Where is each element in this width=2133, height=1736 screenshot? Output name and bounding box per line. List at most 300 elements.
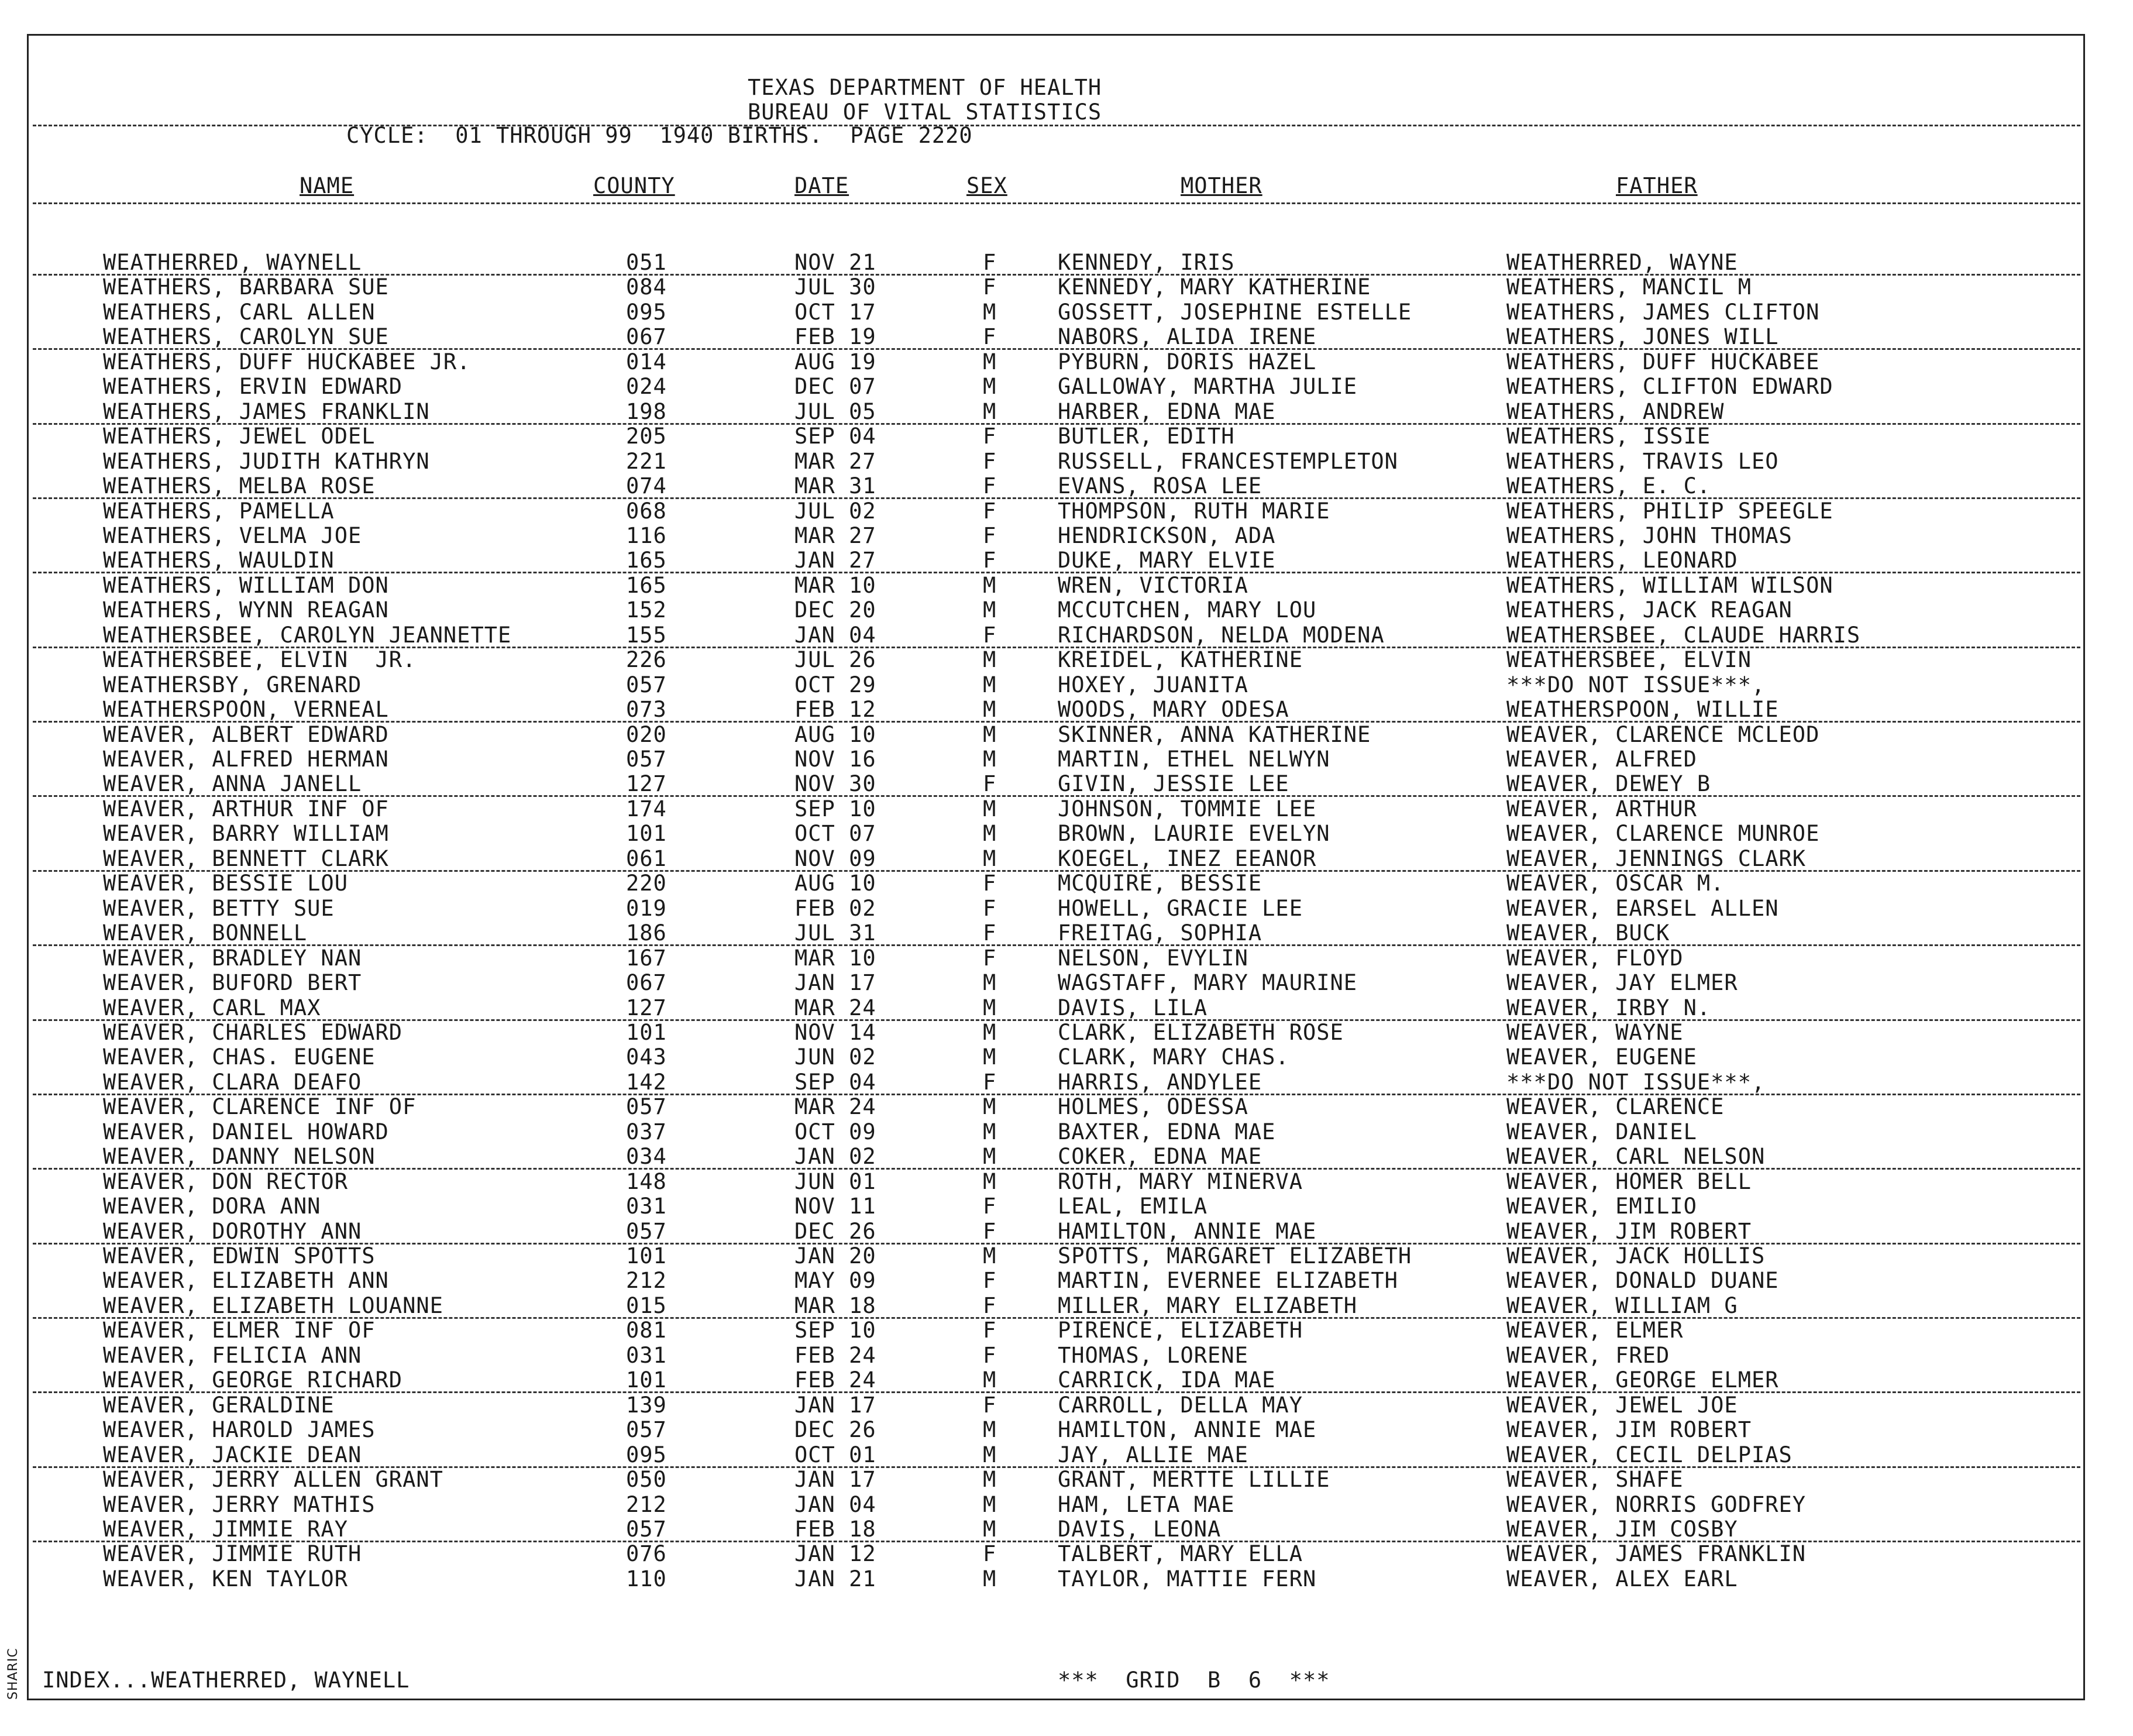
- cell-mother: RICHARDSON, NELDA MODENA: [1058, 622, 1385, 648]
- cell-sex: M: [983, 1566, 997, 1591]
- cell-mother: WAGSTAFF, MARY MAURINE: [1058, 970, 1358, 996]
- cell-father: ***DO NOT ISSUE***,: [1506, 672, 1766, 697]
- cell-county: 165: [626, 572, 667, 598]
- cell-county: 152: [626, 597, 667, 623]
- cell-name: WEAVER, GERALDINE: [103, 1392, 335, 1418]
- table-row: [0, 1070, 2133, 1095]
- cell-sex: F: [983, 250, 997, 275]
- cell-date: AUG 19: [794, 349, 876, 374]
- cell-mother: TALBERT, MARY ELLA: [1058, 1541, 1303, 1567]
- table-row: [0, 1418, 2133, 1443]
- cell-sex: M: [983, 821, 997, 847]
- column-header-sex: SEX: [966, 173, 1007, 198]
- cell-mother: MCCUTCHEN, MARY LOU: [1058, 597, 1317, 623]
- cell-father: WEATHERS, ANDREW: [1506, 398, 1725, 424]
- cell-name: WEAVER, DORA ANN: [103, 1194, 321, 1219]
- cell-name: WEAVER, DANIEL HOWARD: [103, 1119, 389, 1144]
- cell-mother: ROTH, MARY MINERVA: [1058, 1168, 1303, 1194]
- cell-name: WEAVER, HAROLD JAMES: [103, 1417, 376, 1443]
- table-row: [0, 1443, 2133, 1468]
- cell-name: WEATHERS, CARL ALLEN: [103, 299, 376, 325]
- table-row: [0, 1170, 2133, 1195]
- table-row: [0, 1120, 2133, 1145]
- table-row: [0, 797, 2133, 822]
- cell-county: 226: [626, 647, 667, 673]
- cell-county: 014: [626, 349, 667, 374]
- cell-county: 019: [626, 895, 667, 921]
- cell-name: WEAVER, ALFRED HERMAN: [103, 747, 389, 772]
- cell-mother: DUKE, MARY ELVIE: [1058, 548, 1276, 573]
- cell-father: ***DO NOT ISSUE***,: [1506, 1069, 1766, 1095]
- header-cycle: CYCLE: 01 THROUGH 99 1940 BIRTHS. PAGE 2220: [346, 123, 973, 148]
- table-row: [0, 350, 2133, 375]
- cell-county: 101: [626, 1243, 667, 1269]
- footer-index: INDEX...WEATHERRED, WAYNELL: [42, 1668, 410, 1693]
- table-row: [0, 250, 2133, 276]
- table-row: [0, 772, 2133, 797]
- cell-sex: M: [983, 299, 997, 325]
- cell-mother: EVANS, ROSA LEE: [1058, 473, 1262, 499]
- cell-name: WEATHERS, JUDITH KATHRYN: [103, 448, 430, 474]
- cell-name: WEAVER, ELIZABETH ANN: [103, 1268, 389, 1294]
- cell-sex: M: [983, 374, 997, 400]
- cell-father: WEAVER, EUGENE: [1506, 1044, 1697, 1070]
- cell-father: WEAVER, JIM ROBERT: [1506, 1417, 1752, 1443]
- cell-father: WEAVER, IRBY N.: [1506, 995, 1711, 1020]
- cell-father: WEAVER, JIM ROBERT: [1506, 1218, 1752, 1244]
- cell-father: WEAVER, WILLIAM G: [1506, 1292, 1738, 1318]
- cell-county: 101: [626, 821, 667, 847]
- cell-mother: HOWELL, GRACIE LEE: [1058, 895, 1303, 921]
- cell-date: NOV 09: [794, 845, 876, 871]
- cell-sex: F: [983, 324, 997, 350]
- cell-father: WEAVER, JAY ELMER: [1506, 970, 1738, 996]
- cell-sex: M: [983, 349, 997, 374]
- cell-county: 101: [626, 1367, 667, 1393]
- table-row: [0, 1045, 2133, 1070]
- cell-mother: HOXEY, JUANITA: [1058, 672, 1248, 697]
- cell-mother: FREITAG, SOPHIA: [1058, 920, 1262, 946]
- cell-mother: THOMAS, LORENE: [1058, 1342, 1248, 1368]
- cell-sex: F: [983, 274, 997, 300]
- cell-father: WEAVER, EMILIO: [1506, 1194, 1697, 1219]
- table-row: [0, 499, 2133, 524]
- cell-mother: GALLOWAY, MARTHA JULIE: [1058, 374, 1358, 400]
- cell-date: AUG 10: [794, 871, 876, 896]
- cell-sex: F: [983, 920, 997, 946]
- cell-sex: M: [983, 747, 997, 772]
- cell-name: WEATHERS, JAMES FRANKLIN: [103, 398, 430, 424]
- cell-date: JUL 02: [794, 498, 876, 524]
- cell-name: WEATHERS, WYNN REAGAN: [103, 597, 389, 623]
- cell-sex: F: [983, 871, 997, 896]
- cell-date: DEC 07: [794, 374, 876, 400]
- cell-date: NOV 21: [794, 250, 876, 275]
- table-row: [0, 1095, 2133, 1120]
- cell-name: WEAVER, BARRY WILLIAM: [103, 821, 389, 847]
- cell-name: WEAVER, JERRY MATHIS: [103, 1491, 376, 1517]
- cell-mother: HAM, LETA MAE: [1058, 1491, 1235, 1517]
- cell-date: NOV 11: [794, 1194, 876, 1219]
- cell-county: 212: [626, 1491, 667, 1517]
- cell-father: WEATHERS, JAMES CLIFTON: [1506, 299, 1820, 325]
- cell-name: WEATHERS, WILLIAM DON: [103, 572, 389, 598]
- table-row: [0, 424, 2133, 449]
- cell-sex: F: [983, 1069, 997, 1095]
- cell-county: 212: [626, 1268, 667, 1294]
- cell-sex: M: [983, 1367, 997, 1393]
- table-row: [0, 598, 2133, 623]
- table-row: [0, 673, 2133, 698]
- cell-date: AUG 10: [794, 721, 876, 747]
- cell-father: WEAVER, WAYNE: [1506, 1019, 1684, 1045]
- table-row: [0, 847, 2133, 872]
- cell-name: WEAVER, ALBERT EDWARD: [103, 721, 389, 747]
- cell-date: FEB 12: [794, 697, 876, 723]
- cell-name: WEATHERSBEE, CAROLYN JEANNETTE: [103, 622, 512, 648]
- table-row: [0, 1493, 2133, 1518]
- cell-mother: MARTIN, EVERNEE ELIZABETH: [1058, 1268, 1398, 1294]
- cell-mother: GOSSETT, JOSEPHINE ESTELLE: [1058, 299, 1412, 325]
- cell-name: WEATHERS, ERVIN EDWARD: [103, 374, 403, 400]
- cell-date: MAR 27: [794, 522, 876, 548]
- column-header-county: COUNTY: [593, 173, 675, 198]
- cell-sex: F: [983, 1218, 997, 1244]
- cell-sex: M: [983, 1243, 997, 1269]
- cell-date: MAR 10: [794, 572, 876, 598]
- cell-father: WEAVER, CLARENCE MUNROE: [1506, 821, 1820, 847]
- cell-county: 095: [626, 299, 667, 325]
- cell-date: NOV 30: [794, 771, 876, 797]
- cell-county: 116: [626, 522, 667, 548]
- cell-father: WEATHERS, DUFF HUCKABEE: [1506, 349, 1820, 374]
- cell-sex: M: [983, 597, 997, 623]
- cell-mother: SPOTTS, MARGARET ELIZABETH: [1058, 1243, 1412, 1269]
- cell-name: WEATHERS, DUFF HUCKABEE JR.: [103, 349, 471, 374]
- cell-sex: M: [983, 1144, 997, 1170]
- column-header-name: NAME: [300, 173, 355, 198]
- cell-father: WEATHERSBEE, CLAUDE HARRIS: [1506, 622, 1861, 648]
- cell-father: WEATHERSPOON, WILLIE: [1506, 697, 1779, 723]
- cell-county: 057: [626, 747, 667, 772]
- cell-county: 061: [626, 845, 667, 871]
- cell-county: 031: [626, 1342, 667, 1368]
- cell-father: WEAVER, DANIEL: [1506, 1119, 1697, 1144]
- cell-father: WEATHERS, LEONARD: [1506, 548, 1738, 573]
- cell-sex: F: [983, 1392, 997, 1418]
- cell-mother: HENDRICKSON, ADA: [1058, 522, 1276, 548]
- cell-mother: GRANT, MERTTE LILLIE: [1058, 1467, 1330, 1493]
- cell-sex: F: [983, 448, 997, 474]
- cell-sex: F: [983, 771, 997, 797]
- table-row: [0, 325, 2133, 350]
- cell-county: 095: [626, 1442, 667, 1467]
- cell-date: OCT 09: [794, 1119, 876, 1144]
- cell-county: 084: [626, 274, 667, 300]
- cell-name: WEAVER, CHAS. EUGENE: [103, 1044, 376, 1070]
- cell-sex: F: [983, 945, 997, 971]
- cell-county: 155: [626, 622, 667, 648]
- table-row: [0, 1542, 2133, 1567]
- table-row: [0, 1269, 2133, 1294]
- cell-date: SEP 10: [794, 796, 876, 821]
- cell-sex: M: [983, 672, 997, 697]
- cell-county: 074: [626, 473, 667, 499]
- cell-sex: M: [983, 796, 997, 821]
- cell-date: JAN 20: [794, 1243, 876, 1269]
- cell-county: 067: [626, 324, 667, 350]
- table-row: [0, 747, 2133, 772]
- cell-county: 050: [626, 1467, 667, 1493]
- table-row: [0, 1368, 2133, 1393]
- cell-father: WEAVER, JIM COSBY: [1506, 1516, 1738, 1542]
- cell-sex: M: [983, 647, 997, 673]
- cell-mother: COKER, EDNA MAE: [1058, 1144, 1262, 1170]
- cell-mother: HARRIS, ANDYLEE: [1058, 1069, 1262, 1095]
- cell-father: WEATHERRED, WAYNE: [1506, 250, 1738, 275]
- table-row: [0, 300, 2133, 325]
- cell-mother: PIRENCE, ELIZABETH: [1058, 1318, 1303, 1343]
- cell-date: MAR 24: [794, 1094, 876, 1120]
- cell-county: 142: [626, 1069, 667, 1095]
- cell-date: JUN 01: [794, 1168, 876, 1194]
- cell-father: WEATHERS, JACK REAGAN: [1506, 597, 1793, 623]
- cell-date: JAN 27: [794, 548, 876, 573]
- cell-mother: WREN, VICTORIA: [1058, 572, 1248, 598]
- cell-name: WEAVER, BUFORD BERT: [103, 970, 362, 996]
- cell-sex: F: [983, 1318, 997, 1343]
- cell-father: WEATHERS, E. C.: [1506, 473, 1711, 499]
- cell-name: WEAVER, JIMMIE RUTH: [103, 1541, 362, 1567]
- table-row: [0, 1219, 2133, 1245]
- cell-name: WEAVER, FELICIA ANN: [103, 1342, 362, 1368]
- table-row: [0, 896, 2133, 922]
- cell-sex: F: [983, 424, 997, 449]
- cell-sex: F: [983, 498, 997, 524]
- cell-county: 043: [626, 1044, 667, 1070]
- table-row: [0, 400, 2133, 425]
- cell-name: WEATHERS, BARBARA SUE: [103, 274, 389, 300]
- cell-mother: HAMILTON, ANNIE MAE: [1058, 1417, 1317, 1443]
- cell-mother: MILLER, MARY ELIZABETH: [1058, 1292, 1358, 1318]
- table-row: [0, 1517, 2133, 1542]
- cell-name: WEAVER, JERRY ALLEN GRANT: [103, 1467, 443, 1493]
- cell-sex: F: [983, 622, 997, 648]
- cell-county: 076: [626, 1541, 667, 1567]
- table-row: [0, 723, 2133, 748]
- cell-date: MAY 09: [794, 1268, 876, 1294]
- cell-name: WEAVER, JACKIE DEAN: [103, 1442, 362, 1467]
- cell-mother: DAVIS, LILA: [1058, 995, 1208, 1020]
- cell-county: 221: [626, 448, 667, 474]
- cell-county: 015: [626, 1292, 667, 1318]
- cell-father: WEATHERS, WILLIAM WILSON: [1506, 572, 1833, 598]
- cell-date: FEB 18: [794, 1516, 876, 1542]
- cell-date: JAN 12: [794, 1541, 876, 1567]
- cell-county: 051: [626, 250, 667, 275]
- cell-father: WEAVER, CARL NELSON: [1506, 1144, 1766, 1170]
- table-row: [0, 697, 2133, 723]
- cell-name: WEAVER, ARTHUR INF OF: [103, 796, 389, 821]
- cell-name: WEAVER, CLARENCE INF OF: [103, 1094, 417, 1120]
- cell-date: NOV 14: [794, 1019, 876, 1045]
- cell-sex: M: [983, 1044, 997, 1070]
- cell-father: WEAVER, EARSEL ALLEN: [1506, 895, 1779, 921]
- cell-date: JUL 31: [794, 920, 876, 946]
- cell-date: DEC 26: [794, 1417, 876, 1443]
- cell-name: WEATHERS, CAROLYN SUE: [103, 324, 389, 350]
- cell-mother: BAXTER, EDNA MAE: [1058, 1119, 1276, 1144]
- footer-grid: *** GRID B 6 ***: [1058, 1668, 1330, 1693]
- cell-mother: KENNEDY, IRIS: [1058, 250, 1235, 275]
- cell-sex: F: [983, 1342, 997, 1368]
- cell-county: 037: [626, 1119, 667, 1144]
- cell-name: WEATHERS, WAULDIN: [103, 548, 335, 573]
- cell-date: JAN 17: [794, 970, 876, 996]
- cell-father: WEAVER, OSCAR M.: [1506, 871, 1725, 896]
- table-row: [0, 1020, 2133, 1046]
- cell-date: JAN 02: [794, 1144, 876, 1170]
- cell-father: WEAVER, JAMES FRANKLIN: [1506, 1541, 1807, 1567]
- cell-date: JAN 04: [794, 622, 876, 648]
- cell-sex: F: [983, 1541, 997, 1567]
- cell-mother: BUTLER, EDITH: [1058, 424, 1235, 449]
- table-row: [0, 1467, 2133, 1493]
- cell-county: 174: [626, 796, 667, 821]
- table-row: [0, 573, 2133, 599]
- cell-name: WEAVER, BONNELL: [103, 920, 308, 946]
- cell-county: 167: [626, 945, 667, 971]
- cell-county: 073: [626, 697, 667, 723]
- cell-name: WEATHERS, PAMELLA: [103, 498, 335, 524]
- cell-sex: M: [983, 697, 997, 723]
- table-row: [0, 1244, 2133, 1269]
- cell-father: WEAVER, FLOYD: [1506, 945, 1684, 971]
- cell-sex: M: [983, 721, 997, 747]
- cell-sex: F: [983, 895, 997, 921]
- cell-name: WEAVER, BENNETT CLARK: [103, 845, 389, 871]
- cell-county: 057: [626, 1417, 667, 1443]
- header-department: TEXAS DEPARTMENT OF HEALTH: [748, 75, 1102, 100]
- cell-county: 205: [626, 424, 667, 449]
- cell-sex: M: [983, 1442, 997, 1467]
- cell-date: JAN 21: [794, 1566, 876, 1591]
- cell-mother: GIVIN, JESSIE LEE: [1058, 771, 1289, 797]
- table-row: [0, 1194, 2133, 1219]
- cell-date: OCT 07: [794, 821, 876, 847]
- cell-date: OCT 01: [794, 1442, 876, 1467]
- cell-name: WEATHERS, VELMA JOE: [103, 522, 362, 548]
- cell-sex: M: [983, 1119, 997, 1144]
- cell-father: WEATHERS, CLIFTON EDWARD: [1506, 374, 1833, 400]
- cell-name: WEAVER, ANNA JANELL: [103, 771, 362, 797]
- table-row: [0, 524, 2133, 549]
- cell-name: WEAVER, ELMER INF OF: [103, 1318, 376, 1343]
- cell-father: WEATHERS, PHILIP SPEEGLE: [1506, 498, 1833, 524]
- cell-name: WEAVER, ELIZABETH LOUANNE: [103, 1292, 443, 1318]
- cell-father: WEAVER, JENNINGS CLARK: [1506, 845, 1807, 871]
- cell-name: WEAVER, DON RECTOR: [103, 1168, 348, 1194]
- cell-name: WEAVER, BESSIE LOU: [103, 871, 348, 896]
- cell-mother: LEAL, EMILA: [1058, 1194, 1208, 1219]
- column-header-mother: MOTHER: [1181, 173, 1262, 198]
- cell-date: SEP 04: [794, 424, 876, 449]
- cell-county: 057: [626, 1516, 667, 1542]
- cell-sex: M: [983, 1417, 997, 1443]
- cell-name: WEAVER, CHARLES EDWARD: [103, 1019, 403, 1045]
- cell-name: WEAVER, GEORGE RICHARD: [103, 1367, 403, 1393]
- cell-date: SEP 04: [794, 1069, 876, 1095]
- cell-date: FEB 02: [794, 895, 876, 921]
- cell-father: WEATHERS, MANCIL M: [1506, 274, 1752, 300]
- cell-sex: M: [983, 995, 997, 1020]
- table-row: [0, 1567, 2133, 1592]
- cell-father: WEAVER, HOMER BELL: [1506, 1168, 1752, 1194]
- cell-county: 101: [626, 1019, 667, 1045]
- cell-sex: M: [983, 1168, 997, 1194]
- cell-date: MAR 10: [794, 945, 876, 971]
- cell-county: 034: [626, 1144, 667, 1170]
- cell-sex: M: [983, 572, 997, 598]
- cell-father: WEAVER, JEWEL JOE: [1506, 1392, 1738, 1418]
- cell-county: 139: [626, 1392, 667, 1418]
- cell-mother: RUSSELL, FRANCESTEMPLETON: [1058, 448, 1398, 474]
- table-row: [0, 1393, 2133, 1418]
- cell-county: 057: [626, 672, 667, 697]
- cell-date: MAR 24: [794, 995, 876, 1020]
- cell-county: 198: [626, 398, 667, 424]
- cell-father: WEAVER, CECIL DELPIAS: [1506, 1442, 1793, 1467]
- cell-date: DEC 26: [794, 1218, 876, 1244]
- cell-date: FEB 24: [794, 1367, 876, 1393]
- cell-date: JAN 04: [794, 1491, 876, 1517]
- cell-county: 165: [626, 548, 667, 573]
- cell-father: WEAVER, CLARENCE MCLEOD: [1506, 721, 1820, 747]
- cell-sex: M: [983, 970, 997, 996]
- cell-county: 220: [626, 871, 667, 896]
- cell-father: WEATHERS, JONES WILL: [1506, 324, 1779, 350]
- cell-sex: M: [983, 845, 997, 871]
- cell-father: WEAVER, BUCK: [1506, 920, 1670, 946]
- cell-name: WEAVER, JIMMIE RAY: [103, 1516, 348, 1542]
- cell-father: WEAVER, SHAFE: [1506, 1467, 1684, 1493]
- cell-date: MAR 18: [794, 1292, 876, 1318]
- cell-name: WEAVER, DANNY NELSON: [103, 1144, 376, 1170]
- cell-father: WEAVER, ALFRED: [1506, 747, 1697, 772]
- cell-mother: WOODS, MARY ODESA: [1058, 697, 1289, 723]
- cell-mother: MARTIN, ETHEL NELWYN: [1058, 747, 1330, 772]
- cell-mother: NELSON, EVYLIN: [1058, 945, 1248, 971]
- cell-date: SEP 10: [794, 1318, 876, 1343]
- table-row: [0, 275, 2133, 300]
- cell-name: WEAVER, DOROTHY ANN: [103, 1218, 362, 1244]
- table-row: [0, 1294, 2133, 1319]
- cell-mother: HAMILTON, ANNIE MAE: [1058, 1218, 1317, 1244]
- cell-county: 081: [626, 1318, 667, 1343]
- column-header-rule: [33, 202, 2080, 204]
- cell-sex: F: [983, 1292, 997, 1318]
- cell-mother: CARROLL, DELLA MAY: [1058, 1392, 1303, 1418]
- cell-mother: KENNEDY, MARY KATHERINE: [1058, 274, 1371, 300]
- cell-name: WEATHERRED, WAYNELL: [103, 250, 362, 275]
- cell-father: WEATHERS, TRAVIS LEO: [1506, 448, 1779, 474]
- cell-mother: MCQUIRE, BESSIE: [1058, 871, 1262, 896]
- cell-mother: CLARK, MARY CHAS.: [1058, 1044, 1289, 1070]
- table-row: [0, 1144, 2133, 1170]
- cell-mother: DAVIS, LEONA: [1058, 1516, 1222, 1542]
- cell-name: WEAVER, CARL MAX: [103, 995, 321, 1020]
- cell-mother: HARBER, EDNA MAE: [1058, 398, 1276, 424]
